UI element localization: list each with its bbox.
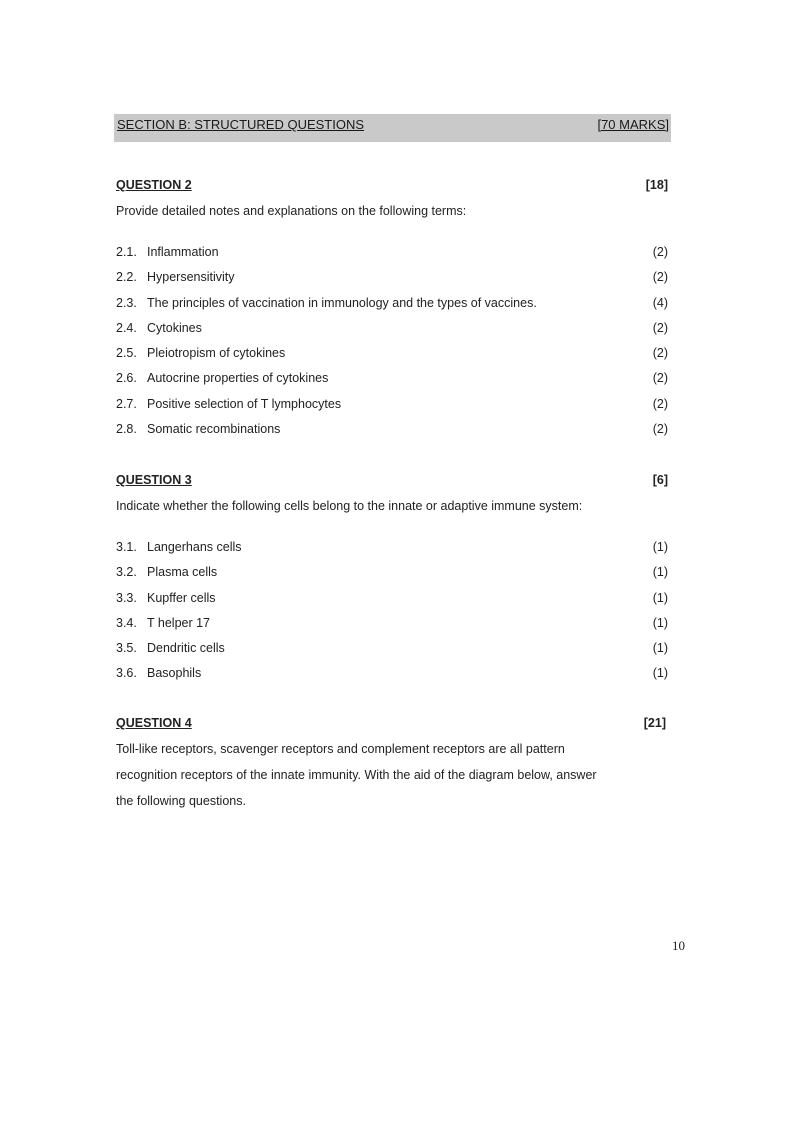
item-number: 3.5. xyxy=(116,641,137,656)
item-marks: (1) xyxy=(652,565,668,580)
question-title: QUESTION 2 xyxy=(116,178,192,192)
question-3-intro: Indicate whether the following cells belong to the innate or adaptive immune system: xyxy=(116,499,583,513)
section-header xyxy=(114,114,671,142)
item-number: 3.3. xyxy=(116,590,137,605)
list-item xyxy=(116,666,668,691)
item-number: 3.4. xyxy=(116,615,137,630)
item-number: 2.7. xyxy=(116,396,137,411)
item-label: The principles of vaccination in immunology and the types of vaccines. xyxy=(147,295,537,310)
question-title: QUESTION 3 xyxy=(116,473,192,487)
item-marks: (1) xyxy=(652,540,668,554)
item-marks: (4) xyxy=(652,295,668,310)
list-item xyxy=(116,321,668,346)
question-4-paragraph xyxy=(116,736,616,814)
item-label: Positive selection of T lymphocytes xyxy=(147,396,342,411)
item-number: 2.4. xyxy=(116,320,137,335)
list-item xyxy=(116,565,668,590)
list-item xyxy=(116,591,668,616)
item-marks: (2) xyxy=(652,245,668,259)
list-item xyxy=(116,371,668,396)
list-item xyxy=(116,641,668,666)
paragraph-line: the following questions. xyxy=(116,794,246,808)
item-number: 3.1. xyxy=(116,540,137,554)
item-number: 3.2. xyxy=(116,565,137,580)
item-label: Plasma cells xyxy=(147,565,218,580)
item-marks: (2) xyxy=(652,270,668,285)
item-number: 2.5. xyxy=(116,346,137,361)
list-item xyxy=(116,346,668,371)
item-number: 2.6. xyxy=(116,371,137,386)
item-marks: (2) xyxy=(652,371,668,386)
item-label: Somatic recombinations xyxy=(147,422,281,437)
item-label: Inflammation xyxy=(147,245,219,259)
item-marks: (2) xyxy=(652,422,668,437)
item-number: 3.6. xyxy=(116,666,137,681)
question-2-items xyxy=(116,245,668,447)
item-label: Pleiotropism of cytokines xyxy=(147,346,286,361)
paragraph-line: Toll-like receptors, scavenger receptors and complement receptors are all pattern xyxy=(116,742,565,756)
item-label: Langerhans cells xyxy=(147,540,242,554)
item-number: 2.2. xyxy=(116,270,137,285)
question-2-header xyxy=(116,178,668,196)
item-number: 2.1. xyxy=(116,245,137,259)
item-marks: (2) xyxy=(652,346,668,361)
question-4-header xyxy=(116,716,666,734)
list-item xyxy=(116,422,668,447)
item-marks: (1) xyxy=(652,615,668,630)
question-marks: [21] xyxy=(643,716,666,730)
paragraph-line: recognition receptors of the innate immunity. With the aid of the diagram below, answer xyxy=(116,768,597,782)
list-item xyxy=(116,245,668,270)
item-number: 2.3. xyxy=(116,295,137,310)
question-2-intro: Provide detailed notes and explanations on the following terms: xyxy=(116,204,467,218)
item-label: Kupffer cells xyxy=(147,590,216,605)
page-number: 10 xyxy=(672,938,685,953)
item-marks: (1) xyxy=(652,590,668,605)
question-marks: [18] xyxy=(645,178,668,192)
item-number: 2.8. xyxy=(116,422,137,437)
item-label: Dendritic cells xyxy=(147,641,225,656)
item-marks: (2) xyxy=(652,320,668,335)
list-item xyxy=(116,397,668,422)
section-marks: [70 MARKS] xyxy=(597,117,669,132)
list-item xyxy=(116,540,668,565)
question-3-header xyxy=(116,473,668,491)
item-label: Autocrine properties of cytokines xyxy=(147,371,329,386)
question-marks: [6] xyxy=(652,473,668,487)
item-marks: (1) xyxy=(652,666,668,681)
item-marks: (1) xyxy=(652,641,668,656)
item-label: Cytokines xyxy=(147,320,202,335)
question-title: QUESTION 4 xyxy=(116,716,192,730)
item-label: Hypersensitivity xyxy=(147,270,235,285)
list-item xyxy=(116,616,668,641)
list-item xyxy=(116,270,668,295)
item-marks: (2) xyxy=(652,396,668,411)
section-title: SECTION B: STRUCTURED QUESTIONS xyxy=(117,117,365,132)
item-label: Basophils xyxy=(147,666,202,681)
question-3-items xyxy=(116,540,668,692)
item-label: T helper 17 xyxy=(147,615,211,630)
list-item xyxy=(116,296,668,321)
